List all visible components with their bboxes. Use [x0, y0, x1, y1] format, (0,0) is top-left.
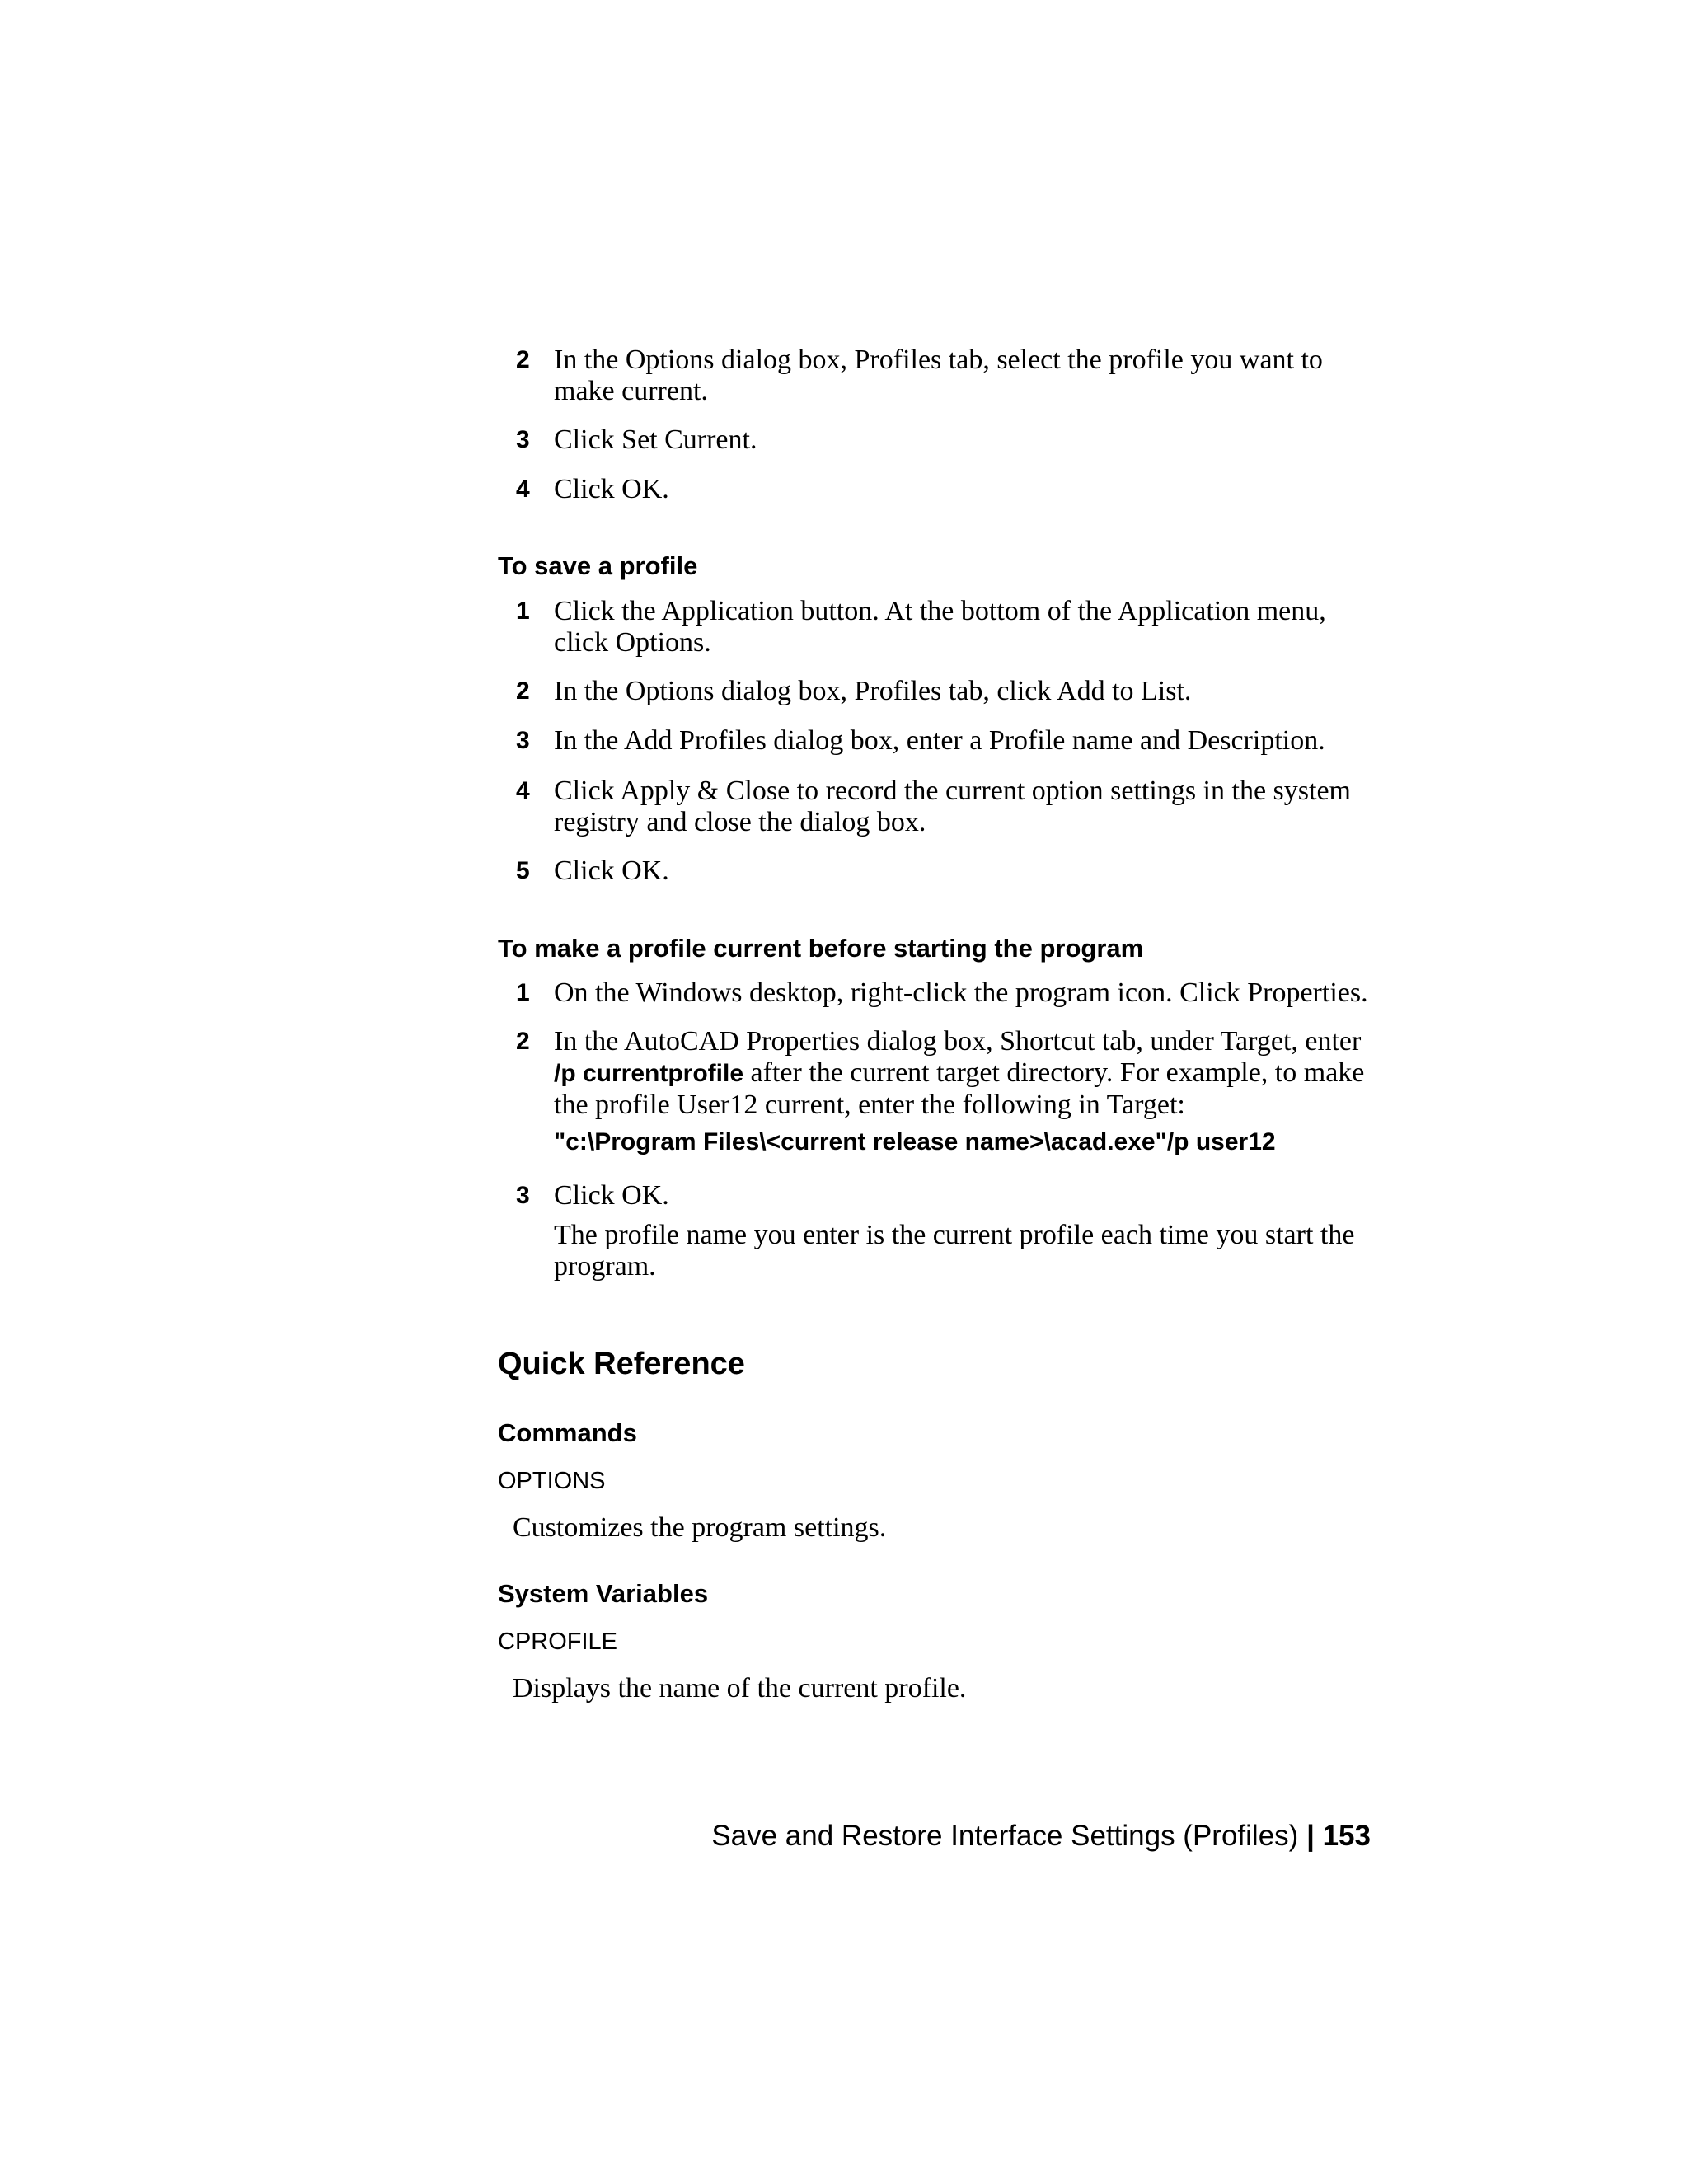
step-text: Click the Application button. At the bottom of the Application menu, click Options. — [554, 596, 1326, 658]
step-number: 4 — [516, 476, 530, 503]
step-text: Click Set Current. — [554, 424, 757, 455]
page-number: 153 — [1322, 1820, 1371, 1852]
footer-separator: | — [1306, 1820, 1315, 1852]
step-text: In the Add Profiles dialog box, enter a Profile name and Description. — [554, 725, 1325, 756]
target-example-code: "c:\Program Files\<current release name>\acad.exe"/p user12 — [554, 1128, 1276, 1155]
step-number: 3 — [516, 727, 530, 754]
command-options-desc: Customizes the program settings. — [513, 1512, 887, 1543]
step-number: 4 — [516, 777, 530, 804]
step-number: 3 — [516, 426, 530, 453]
step-text — [554, 1026, 1378, 1121]
step-text: In the Options dialog box, Profiles tab, select the profile you want to make current. — [554, 344, 1323, 406]
step-number: 1 — [516, 598, 530, 625]
target-switch: /p currentprofile — [554, 1060, 744, 1087]
heading-make-profile-current: To make a profile current before starting the program — [498, 934, 1144, 963]
step-text-before: In the AutoCAD Properties dialog box, Shortcut tab, under Target, enter — [554, 1026, 1362, 1057]
step-text: On the Windows desktop, right-click the program icon. Click Properties. — [554, 977, 1368, 1008]
sysvar-cprofile: CPROFILE — [498, 1629, 618, 1655]
step-number: 2 — [516, 346, 530, 373]
quick-reference-title: Quick Reference — [498, 1347, 745, 1381]
page-footer — [711, 1820, 1371, 1853]
step-text-after: after the current target directory. For example, to make the profile User12 current, enter the following in Target: — [554, 1057, 1365, 1120]
step-number: 5 — [516, 857, 530, 884]
step-text: Click OK. — [554, 855, 669, 886]
step-text: Click OK. — [554, 1180, 669, 1211]
step-note: The profile name you enter is the current profile each time you start the program. — [554, 1220, 1355, 1282]
step-number: 2 — [516, 1028, 530, 1055]
step-number: 2 — [516, 677, 530, 705]
step-number: 1 — [516, 979, 530, 1006]
command-options: OPTIONS — [498, 1468, 606, 1494]
step-number: 3 — [516, 1182, 530, 1209]
step-text: Click OK. — [554, 474, 669, 504]
heading-save-profile: To save a profile — [498, 551, 698, 580]
system-variables-heading: System Variables — [498, 1579, 709, 1608]
sysvar-cprofile-desc: Displays the name of the current profile. — [513, 1673, 967, 1704]
footer-title: Save and Restore Interface Settings (Profiles) — [711, 1820, 1299, 1852]
step-text: In the Options dialog box, Profiles tab, click Add to List. — [554, 676, 1192, 706]
step-text: Click Apply & Close to record the current option settings in the system registry and close the dialog box. — [554, 776, 1351, 837]
commands-heading: Commands — [498, 1418, 637, 1447]
